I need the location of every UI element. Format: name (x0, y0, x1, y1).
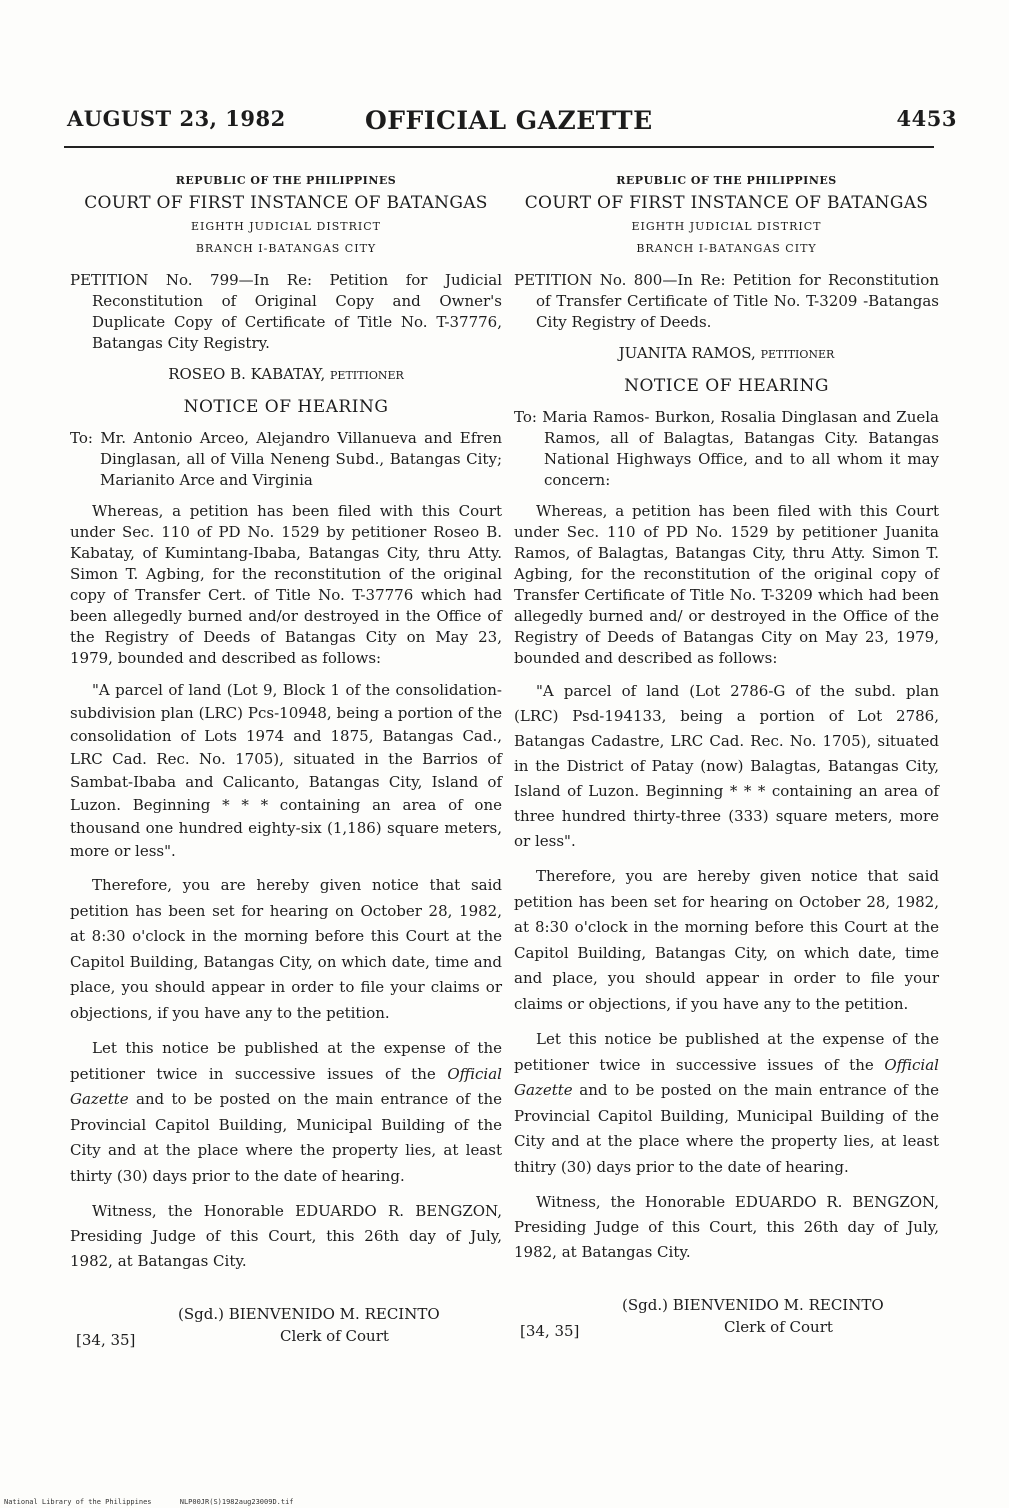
addressees: To: Mr. Antonio Arceo, Alejandro Villanueva and Efren Dinglasan, all of Villa Neneng Subd., Batangas City; Marianito Arce and Virginia (70, 429, 502, 489)
issue-reference: [34, 35] (76, 1331, 136, 1349)
district-heading: EIGHTH JUDICIAL DISTRICT (631, 220, 822, 233)
judge-name: EDUARDO R. BENGZON, (295, 1202, 502, 1220)
header-rule (64, 146, 934, 148)
publication-text-a: Let this notice be published at the expense of the petitioner twice in successive issues of the (70, 1039, 502, 1083)
branch-heading: BRANCH I-BATANGAS CITY (195, 242, 377, 255)
whereas-paragraph: Whereas, a petition has been filed with this Court under Sec. 110 of PD No. 1529 by petitioner Roseo B. Kabatay, of Kumintang-Ibaba, Batangas City, thru Atty. Simon T. Agbing, for the reconstitution of the original copy of Transfer Cert. of Title No. T-37776 which had been allegedly burned and/or destroyed in the Office of the Registry of Deeds of Batangas City on May 23, 1979, bounded and described as follows: (70, 502, 502, 667)
signature-block (514, 1295, 939, 1343)
petition-prefix: PETITION (514, 271, 593, 289)
whereas-paragraph: Whereas, a petition has been filed with this Court under Sec. 110 of PD No. 1529 by petitioner Juanita Ramos, of Balagtas, Batangas City, thru Atty. Simon T. Agbing, for the reconstitution of the original copy of Transfer Certificate of Title No. T-3209 which had been allegedly burned and/ or destroyed in the Office of the Registry of Deeds of Batangas City on May 23, 1979, bounded and described as follows: (514, 502, 939, 667)
addressees: To: Maria Ramos- Burkon, Rosalia Dinglasan and Zuela Ramos, all of Balagtas, Batangas City. Batangas National Highways Office, and to all whom it may concern: (514, 408, 939, 489)
clerk-title: Clerk of Court (280, 1327, 389, 1345)
therefore-paragraph: Therefore, you are hereby given notice that said petition has been set for hearing on October 28, 1982, at 8:30 o'clock in the morning before this Court at the Capitol Building, Batangas City, on which date, time and place, you should appear in order to file your claims or objections, if you have any to the petition. (70, 876, 502, 1022)
petition-text: No. 800—In Re: Petition for Reconstitution of Transfer Certificate of Title No. T-3209 -Batangas City Registry of Deeds. (536, 271, 939, 331)
petition-caption (70, 270, 502, 354)
page-number: 4453 (896, 106, 957, 131)
petitioner-line: ROSEO B. KABATAY, petitioner (168, 365, 404, 383)
witness-paragraph (514, 1190, 939, 1265)
publication-paragraph (70, 1036, 502, 1189)
branch-heading: BRANCH I-BATANGAS CITY (636, 242, 817, 255)
witness-text-a: Witness, the Honorable (536, 1193, 726, 1211)
therefore-paragraph: Therefore, you are hereby given notice that said petition has been set for hearing on October 28, 1982, at 8:30 o'clock in the morning before this Court at the Capitol Building, Batangas City, on which date, time and place, you should appear in order to file your claims or objections, if you have any to the petition. (514, 867, 939, 1013)
court-heading: COURT OF FIRST INSTANCE OF BATANGAS (524, 193, 929, 213)
petitioner-line: JUANITA RAMOS, petitioner (618, 344, 835, 362)
publication-title: OFFICIAL GAZETTE (365, 106, 653, 135)
petition-caption (514, 270, 939, 333)
court-heading: COURT OF FIRST INSTANCE OF BATANGAS (84, 193, 488, 213)
publication-text-b: and to be posted on the main entrance of the Provincial Capitol Building, Municipal Building of the City and at the place where the property lies, at least thitry (30) days prior to the date of hearing. (514, 1081, 939, 1176)
notice-title: NOTICE OF HEARING (624, 376, 829, 396)
publication-text-a: Let this notice be published at the expense of the petitioner twice in successive issues of the (514, 1030, 939, 1074)
scan-footer (4, 1498, 318, 1506)
notice-column-left (70, 170, 502, 1352)
land-description: "A parcel of land (Lot 2786-G of the subd. plan (LRC) Psd-194133, being a portion of Lot 2786, Batangas Cadastre, LRC Cad. Rec. No. 1705), situated in the District of Patay (now) Balagtas, Batangas City, Island of Luzon. Beginning * * * containing an area of three hundred thirty-three (333) square meters, more or less". (514, 682, 939, 850)
library-credit: National Library of the Philippines (4, 1498, 152, 1506)
file-name: NLP00JR(S)1982aug23009D.tif (179, 1498, 294, 1506)
gazette-italic: Official Gazette (70, 1064, 502, 1108)
witness-paragraph (70, 1199, 502, 1274)
gazette-italic: Official Gazette (514, 1055, 939, 1099)
notice-title: NOTICE OF HEARING (183, 397, 389, 417)
district-heading: EIGHTH JUDICIAL DISTRICT (191, 220, 381, 233)
witness-text-b: Presiding Judge of this Court, this 26th day of July, 1982, at Batangas City. (514, 1218, 939, 1261)
issue-date: AUGUST 23, 1982 (67, 106, 286, 131)
clerk-title: Clerk of Court (724, 1318, 833, 1336)
publication-paragraph (514, 1027, 939, 1180)
land-description: "A parcel of land (Lot 9, Block 1 of the consolidation-subdivision plan (LRC) Pcs-10948, being a portion of the consolidation of Lots 1974 and 1875, Batangas Cad., LRC Cad. Rec. No. 1705), situated in the Barrios of Sambat-Ibaba and Calicanto, Batangas City, Island of Luzon. Beginning * * * containing an area of one thousand one hundred eighty-six (1,186) square meters, more or less". (70, 681, 502, 860)
petition-prefix: PETITION (70, 271, 149, 289)
publication-text-b: and to be posted on the main entrance of the Provincial Capitol Building, Municipal Building of the City and at the place where the property lies, at least thirty (30) days prior to the date of hearing. (70, 1090, 502, 1185)
witness-text-b: Presiding Judge of this Court, this 26th day of July, 1982, at Batangas City. (70, 1227, 502, 1270)
republic-heading: REPUBLIC OF THE PHILIPPINES (175, 174, 397, 187)
republic-heading: REPUBLIC OF THE PHILIPPINES (616, 174, 837, 187)
notice-column-right (514, 170, 939, 1343)
signed-line: (Sgd.) BIENVENIDO M. RECINTO (178, 1305, 440, 1323)
petition-text: No. 799—In Re: Petition for Judicial Reconstitution of Original Copy and Owner's Duplicate Copy of Certificate of Title No. T-37776, Batangas City Registry. (92, 271, 502, 352)
witness-text-a: Witness, the Honorable (92, 1202, 284, 1220)
judge-name: EDUARDO R. BENGZON, (734, 1193, 939, 1211)
issue-reference: [34, 35] (520, 1322, 580, 1340)
signature-block (70, 1304, 502, 1352)
signed-line: (Sgd.) BIENVENIDO M. RECINTO (622, 1296, 884, 1314)
